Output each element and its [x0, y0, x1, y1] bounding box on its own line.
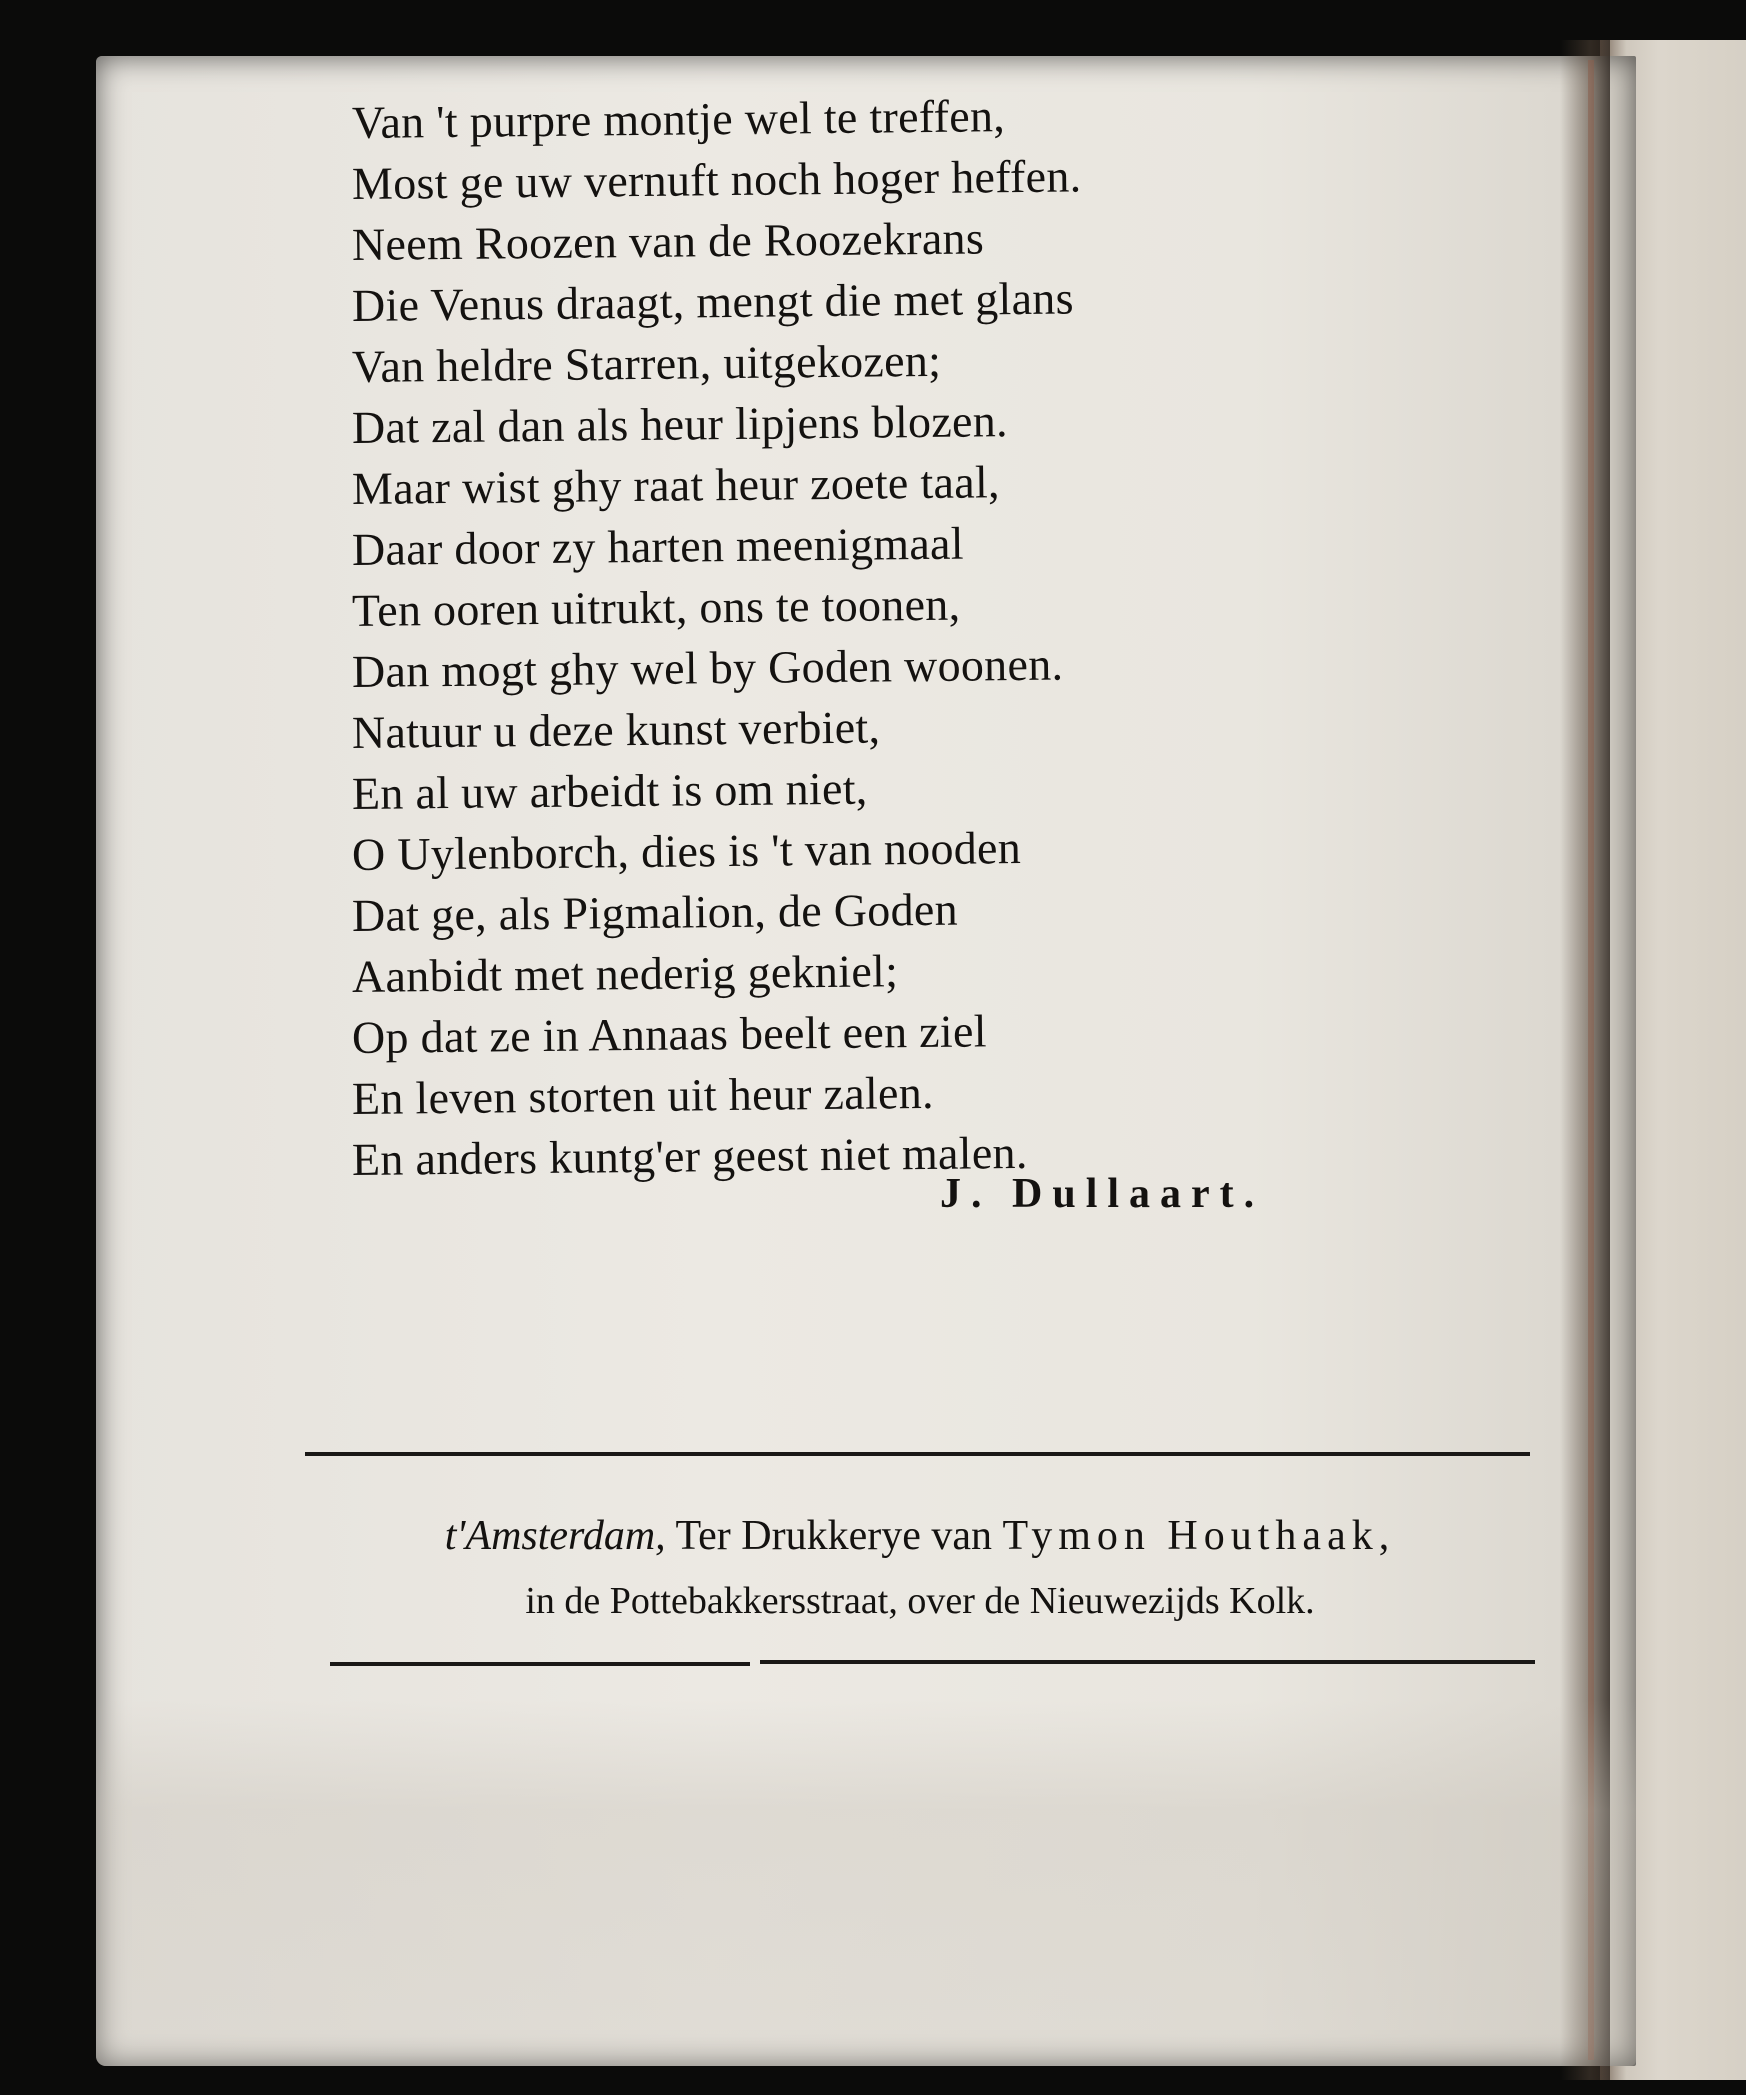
poem-line: En al uw arbeidt is om niet,	[351, 762, 868, 819]
imprint-address: in de Pottebakkersstraat, over de Nieuwezijds Kolk.	[525, 1580, 1315, 1622]
poem-line: Op dat ze in Annaas beelt een ziel	[351, 1005, 988, 1063]
top-rule	[305, 1452, 1530, 1456]
imprint-city: t'Amsterdam,	[444, 1513, 666, 1559]
bottom-rule-right	[760, 1660, 1535, 1664]
imprint-printer-prefix: Ter Drukkerye van	[675, 1513, 993, 1559]
poem-line: En anders kuntg'er geest niet malen.	[351, 1126, 1028, 1185]
bottom-rule-left	[330, 1662, 750, 1666]
poem-line: Dat ge, als Pigmalion, de Goden	[351, 883, 959, 941]
poem-line: Daar door zy harten meenigmaal	[351, 517, 965, 575]
poem-line: Aanbidt met nederig gekniel;	[351, 945, 899, 1002]
water-stain	[96, 1700, 1636, 2066]
imprint-printer-line	[300, 1506, 1540, 1566]
poem-signature: J. Dullaart.	[940, 1171, 1265, 1217]
poem-line: Dat zal dan als heur lipjens blozen.	[351, 395, 1009, 453]
imprint	[300, 1506, 1540, 1630]
poem-line: En leven storten uit heur zalen.	[351, 1066, 935, 1124]
poem-line: Maar wist ghy raat heur zoete taal,	[351, 456, 1001, 514]
poem-line: O Uylenborch, dies is 't van nooden	[351, 821, 1022, 880]
poem-line: Natuur u deze kunst verbiet,	[351, 701, 881, 758]
imprint-printer-name: Tymon Houthaak,	[1002, 1513, 1396, 1559]
poem-line: Most ge uw vernuft noch hoger heffen.	[351, 150, 1082, 209]
poem-line: Van 't purpre montje wel te treffen,	[351, 90, 1006, 148]
poem-line: Neem Roozen van de Roozekrans	[351, 212, 985, 270]
poem	[352, 92, 1352, 1190]
poem-line: Ten ooren uitrukt, ons te toonen,	[351, 578, 961, 636]
poem-line: Van heldre Starren, uitgekozen;	[351, 334, 942, 392]
poem-line: Dan mogt ghy wel by Goden woonen.	[351, 638, 1064, 697]
poem-line: Die Venus draagt, mengt die met glans	[351, 272, 1075, 331]
